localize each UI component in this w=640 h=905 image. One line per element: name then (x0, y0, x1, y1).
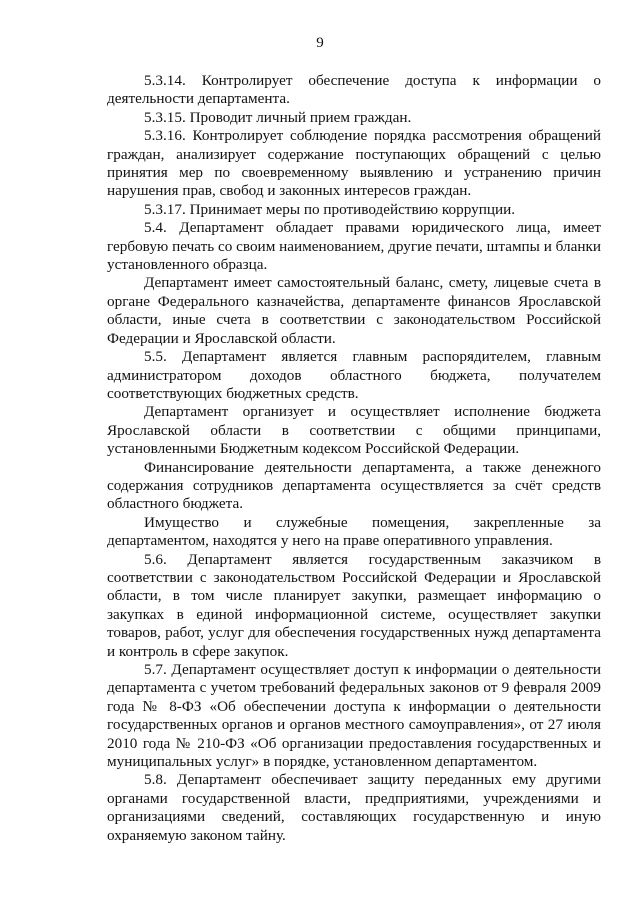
clause-5-8: 5.8. Департамент обеспечивает защиту переданных ему другими органами государственной власти, предприятиями, учреждениями и организациями сведений, составляющих государственную и иную охраняемую законом тайну. (107, 771, 601, 844)
clause-5-3-16: 5.3.16. Контролирует соблюдение порядка рассмотрения обращений граждан, анализирует содержание поступающих обращений с целью принятия мер по своевременному выявлению и устранению причин нарушения прав, свобод и законных интересов граждан. (107, 127, 601, 200)
clause-5-5-property: Имущество и служебные помещения, закрепленные за департаментом, находятся у него на праве оперативного управления. (107, 513, 601, 550)
clause-5-6: 5.6. Департамент является государственным заказчиком в соответствии с законодательством Российской Федерации и Ярославской области, в том числе планирует закупки, размещает информацию о закупках в единой информационной системе, осуществляет закупки товаров, работ, услуг для обеспечения государственных нужд департамента и контроль в сфере закупок. (107, 550, 601, 660)
clause-5-3-14: 5.3.14. Контролирует обеспечение доступа к информации о деятельности департамента. (107, 72, 601, 108)
clause-5-3-15: 5.3.15. Проводит личный прием граждан. (144, 108, 412, 126)
clause-5-5-financing: Финансирование деятельности департамента, а также денежного содержания сотрудников департамента осуществляется за счёт средств областного бюджета. (107, 458, 601, 513)
clause-5-7: 5.7. Департамент осуществляет доступ к информации о деятельности департамента с учетом требований федеральных законов от 9 февраля 2009 года № 8-ФЗ «Об обеспечении доступа к информации о деятельности государственных органов и органов местного самоуправления», от 27 июля 2010 года № 210-ФЗ «Об организации предоставления государственных и муниципальных услуг» в порядке, установленном департаментом. (107, 661, 601, 771)
clause-5-4-balance: Департамент имеет самостоятельный баланс, смету, лицевые счета в органе Федерального казначейства, департаменте финансов Ярославской области, иные счета в соответствии с законодательством Российской Федерации и Ярославской области. (107, 274, 601, 347)
clause-5-3-17: 5.3.17. Принимает меры по противодействию коррупции. (144, 200, 516, 218)
document-body (107, 72, 601, 845)
clause-5-5: 5.5. Департамент является главным распорядителем, главным администратором доходов областного бюджета, получателем соответствующих бюджетных средств. (107, 348, 601, 402)
clause-5-4: 5.4. Департамент обладает правами юридического лица, имеет гербовую печать со своим наименованием, другие печати, штампы и бланки установленного образца. (107, 219, 601, 274)
clause-5-5-budget-execution: Департамент организует и осуществляет исполнение бюджета Ярославской области в соответствии с общими принципами, установленными Бюджетным кодексом Российской Федерации. (107, 403, 601, 458)
page-number: 9 (316, 35, 324, 51)
